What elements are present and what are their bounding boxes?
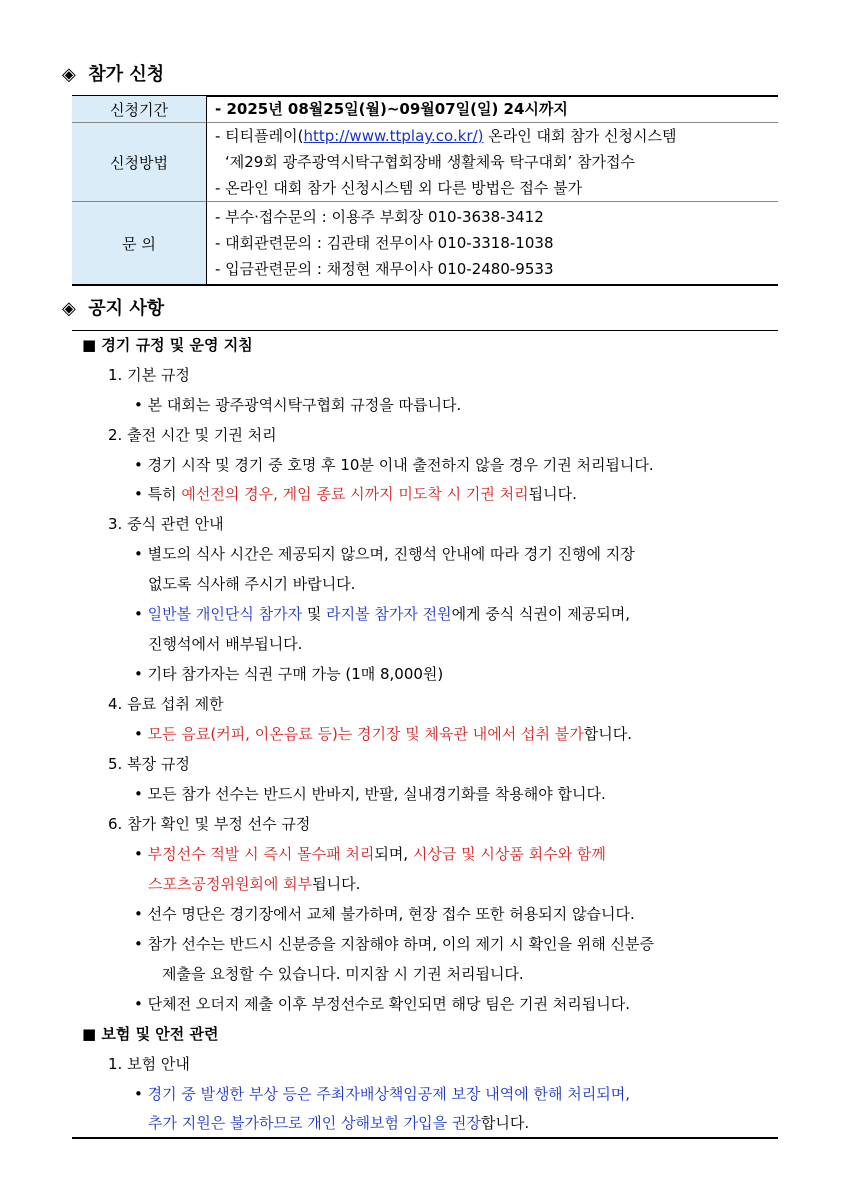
bullet-text: 되며, [374,845,413,863]
bullet-text: 됩니다. [528,485,577,503]
item-insurance: 1. 보험 안내 [108,1055,190,1073]
application-info-table [72,96,778,286]
highlight-red: 부정선수 적발 시 즉시 몰수패 처리 [147,845,375,863]
item-basic-rules: 1. 기본 규정 [108,366,190,384]
item-attendance: 2. 출전 시간 및 기권 처리 [108,426,277,444]
list-item: • 기타 참가자는 식권 구매 가능 (1매 8,000원) [134,665,444,683]
list-item-continued [148,873,360,895]
contact-line-3: - 입금관련문의 : 채정현 재무이사 010-2480-9533 [215,260,554,278]
bullet-text: 됩니다. [312,875,361,893]
method-line-1 [215,123,778,149]
highlight-red: 시상금 및 시상품 회수와 함께 [412,845,606,863]
section-title-notice [62,294,164,320]
period-value-cell [207,96,779,123]
contact-label: 문 의 [72,202,207,286]
highlight-red: 예선전의 경우, 게임 종료 시까지 미도착 시 기권 처리 [181,485,529,503]
method-line-2: ‘제29회 광주광역시탁구협회장배 생활체육 탁구대회’ 참가접수 [225,153,635,171]
bullet-mark: • [134,725,148,743]
list-item: • 본 대회는 광주광역시탁구협회 규정을 따릅니다. [134,396,462,414]
list-item [134,1083,630,1105]
heading-insurance: ■ 보험 및 안전 관련 [82,1025,219,1043]
bullet-text: • 특히 [134,485,182,503]
list-item [134,483,577,505]
list-item: • 참가 선수는 반드시 신분증을 지참해야 하며, 이의 제기 시 확인을 위해 신분증 [134,935,655,953]
item-dress-code: 5. 복장 규정 [108,755,190,773]
table-row-method [72,123,778,202]
highlight-blue: 일반볼 개인단식 참가자 [147,605,303,623]
list-item-continued: 진행석에서 배부됩니다. [148,635,303,653]
period-label: 신청기간 [72,96,207,123]
highlight-red: 모든 음료(커피, 이온음료 등)는 경기장 및 체육관 내에서 섭취 불가 [147,725,584,743]
highlight-red: 스포츠공정위원회에 회부 [148,875,313,893]
method-label: 신청방법 [72,123,207,202]
ttplay-link[interactable]: http://www.ttplay.co.kr/) [303,127,484,145]
list-item-continued: 제출을 요청할 수 있습니다. 미지참 시 기권 처리됩니다. [162,965,524,983]
list-item: • 선수 명단은 경기장에서 교체 불가하며, 현장 접수 또한 허용되지 않습니다. [134,905,635,923]
bullet-text: 합니다. [583,725,633,743]
method-line-1-suffix: 온라인 대회 참가 신청시스템 [483,127,677,145]
table-row-contact [72,202,778,286]
heading-game-rules: ■ 경기 규정 및 운영 지침 [82,336,253,354]
list-item [134,843,606,865]
list-item: • 별도의 식사 시간은 제공되지 않으며, 진행석 안내에 따라 경기 진행에 지장 [134,545,635,563]
item-lunch: 3. 중식 관련 안내 [108,515,224,533]
bullet-mark: • [134,605,148,623]
table-row-period [72,96,778,123]
highlight-blue: 추가 지원은 불가하므로 개인 상해보험 가입을 권장 [148,1114,481,1132]
section-title-text: 참가 신청 [88,64,165,85]
section-title-application [62,60,164,86]
bullet-text: 합니다. [480,1114,530,1132]
highlight-blue: 경기 중 발생한 부상 등은 주최자배상책임공제 보장 내역에 한해 처리되며, [147,1085,631,1103]
notice-top-rule [72,330,778,331]
contact-line-1: - 부수·접수문의 : 이용주 부회장 010-3638-3412 [215,208,544,226]
list-item [134,723,632,745]
notice-bottom-rule [72,1137,778,1139]
bullet-text: 에게 중식 식권이 제공되며, [451,605,631,623]
bullet-text: 및 [302,605,327,623]
list-item-continued: 없도록 식사해 주시기 바랍니다. [148,575,356,593]
item-eligibility: 6. 참가 확인 및 부정 선수 규정 [108,815,311,833]
contact-line-2: - 대회관련문의 : 김관태 전무이사 010-3318-1038 [215,234,554,252]
diamond-icon: ◈ [62,298,76,319]
item-beverage: 4. 음료 섭취 제한 [108,695,224,713]
bullet-mark: • [134,845,148,863]
section-title-text: 공지 사항 [88,298,165,319]
period-value: - 2025년 08월25일(월)~09월07일(일) 24시까지 [215,100,568,118]
list-item [134,603,630,625]
bullet-mark: • [134,1085,148,1103]
method-value-cell [207,123,779,202]
method-line-1-prefix: - 티티플레이( [215,127,304,145]
highlight-blue: 라지볼 참가자 전원 [326,605,452,623]
list-item-continued [148,1112,529,1134]
contact-value-cell [207,202,779,286]
list-item: • 모든 참가 선수는 반드시 반바지, 반팔, 실내경기화를 착용해야 합니다. [134,785,606,803]
diamond-icon: ◈ [62,64,76,85]
list-item: • 단체전 오더지 제출 이후 부정선수로 확인되면 해당 팀은 기권 처리됩니다. [134,995,630,1013]
list-item: • 경기 시작 및 경기 중 호명 후 10분 이내 출전하지 않을 경우 기권 처리됩니다. [134,456,654,474]
method-line-3: - 온라인 대회 참가 신청시스템 외 다른 방법은 접수 불가 [215,179,583,197]
